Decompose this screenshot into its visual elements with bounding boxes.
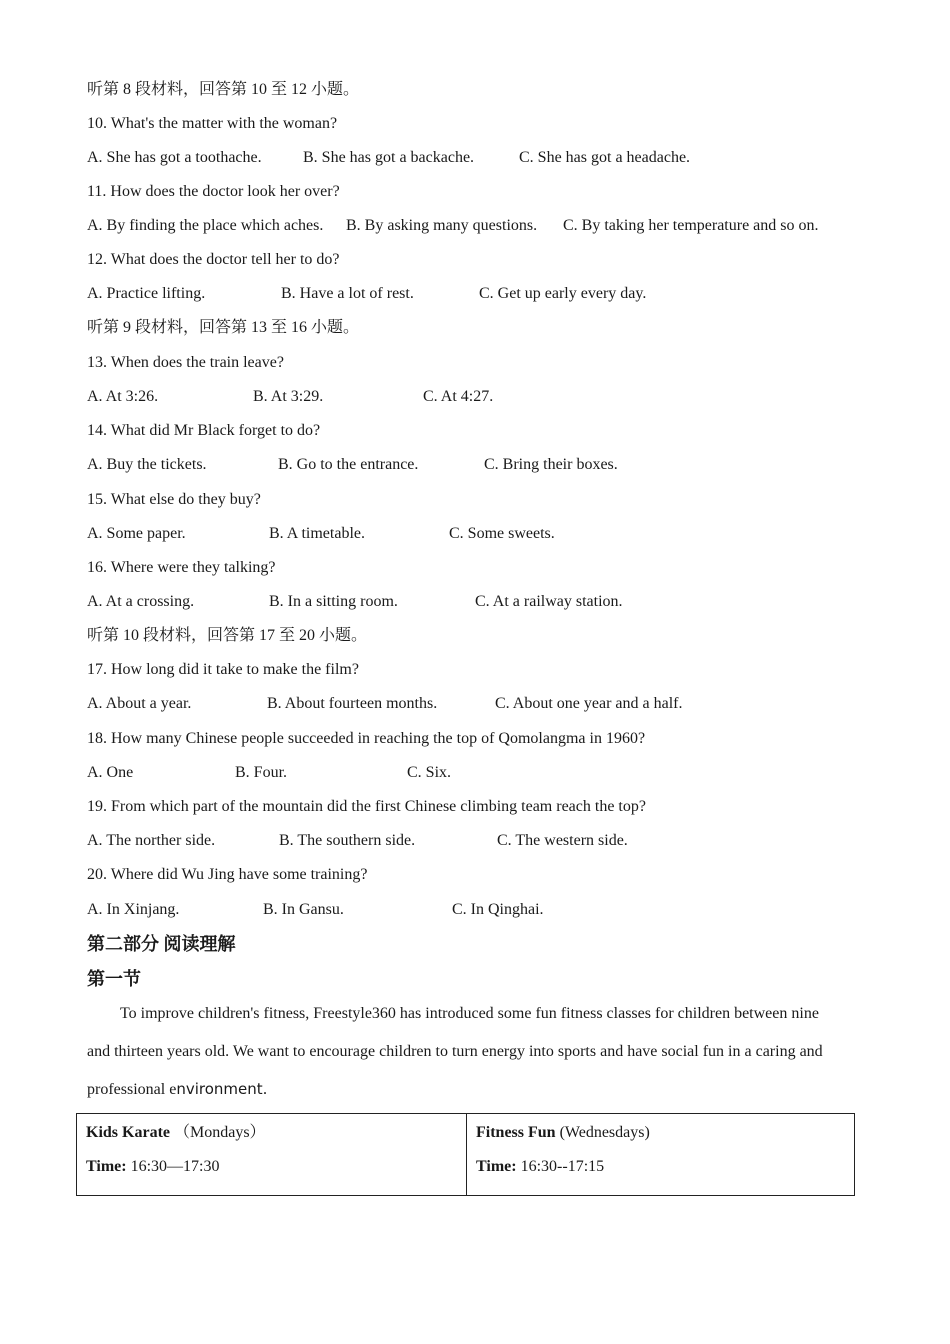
answer-option: B. The southern side. (279, 832, 416, 849)
answer-option: C. About one year and a half. (495, 695, 683, 712)
answer-option: B. She has got a backache. (303, 149, 475, 166)
class-name: Kids Karate (86, 1124, 170, 1141)
answer-option: A. The norther side. (87, 832, 216, 849)
answer-option: C. Six. (407, 764, 452, 781)
answer-option: B. About fourteen months. (267, 695, 438, 712)
time-label: Time: (476, 1158, 517, 1175)
answer-option: A. At 3:26. (87, 388, 159, 405)
answer-option: A. At a crossing. (87, 593, 195, 610)
answer-option: B. In a sitting room. (269, 593, 398, 610)
answer-option: A. Buy the tickets. (87, 456, 207, 473)
question-stem: 17. How long did it take to make the film? (87, 661, 359, 678)
answer-option: B. At 3:29. (253, 388, 324, 405)
answer-option: C. At 4:27. (423, 388, 494, 405)
class-heading (86, 1123, 266, 1143)
time-value: 16:30--17:15 (520, 1158, 605, 1175)
class-schedule-table (76, 1113, 855, 1196)
class-heading (476, 1123, 650, 1143)
answer-option: B. Have a lot of rest. (281, 285, 414, 302)
answer-option: A. In Xinjang. (87, 901, 180, 918)
time-label: Time: (86, 1158, 127, 1175)
passage-text: nvironment. (176, 1080, 268, 1098)
section-instruction: 听第 9 段材料，回答第 13 至 16 小题。 (87, 319, 360, 336)
question-stem: 16. Where were they talking? (87, 559, 276, 576)
answer-option: B. By asking many questions. (346, 217, 538, 234)
answer-option: B. Four. (235, 764, 288, 781)
part-title: 第二部分 阅读理解 (87, 934, 236, 954)
question-stem: 14. What did Mr Black forget to do? (87, 422, 321, 439)
question-stem: 19. From which part of the mountain did the first Chinese climbing team reach the top? (87, 798, 646, 815)
answer-option: C. Bring their boxes. (484, 456, 618, 473)
answer-option: C. In Qinghai. (452, 901, 544, 918)
answer-option: A. Some paper. (87, 525, 186, 542)
answer-option: A. Practice lifting. (87, 285, 206, 302)
question-stem: 18. How many Chinese people succeeded in reaching the top of Qomolangma in 1960? (87, 730, 646, 747)
answer-option: C. Get up early every day. (479, 285, 647, 302)
answer-option: A. About a year. (87, 695, 192, 712)
question-stem: 10. What's the matter with the woman? (87, 115, 338, 132)
passage-text: professional e (87, 1081, 177, 1098)
class-time (476, 1157, 604, 1177)
answer-option: B. In Gansu. (263, 901, 344, 918)
passage-line: and thirteen years old. We want to encourage children to turn energy into sports and have social fun in a caring and (87, 1043, 823, 1060)
question-stem: 20. Where did Wu Jing have some training? (87, 866, 368, 883)
question-stem: 12. What does the doctor tell her to do? (87, 251, 340, 268)
answer-option: A. One (87, 764, 134, 781)
answer-option: A. By finding the place which aches. (87, 217, 324, 234)
question-stem: 13. When does the train leave? (87, 354, 284, 371)
class-name: Fitness Fun (476, 1124, 556, 1141)
class-time (86, 1157, 219, 1177)
answer-option: A. She has got a toothache. (87, 149, 262, 166)
class-day: （Mondays） (174, 1124, 266, 1141)
answer-option: B. Go to the entrance. (278, 456, 419, 473)
question-stem: 15. What else do they buy? (87, 491, 261, 508)
answer-option: C. Some sweets. (449, 525, 555, 542)
schedule-cell (77, 1114, 467, 1195)
answer-option: B. A timetable. (269, 525, 365, 542)
passage-line: To improve children's fitness, Freestyle360 has introduced some fun fitness classes for children between nine (120, 1005, 819, 1022)
question-stem: 11. How does the doctor look her over? (87, 183, 340, 200)
schedule-cell (467, 1114, 854, 1195)
answer-option: C. At a railway station. (475, 593, 623, 610)
passage-line (87, 1079, 267, 1100)
class-day: (Wednesdays) (559, 1124, 650, 1141)
time-value: 16:30—17:30 (130, 1158, 220, 1175)
section-instruction: 听第 8 段材料，回答第 10 至 12 小题。 (87, 81, 360, 98)
answer-option: C. By taking her temperature and so on. (563, 217, 819, 234)
section-title: 第一节 (87, 969, 141, 989)
answer-option: C. She has got a headache. (519, 149, 691, 166)
answer-option: C. The western side. (497, 832, 628, 849)
section-instruction: 听第 10 段材料，回答第 17 至 20 小题。 (87, 627, 368, 644)
